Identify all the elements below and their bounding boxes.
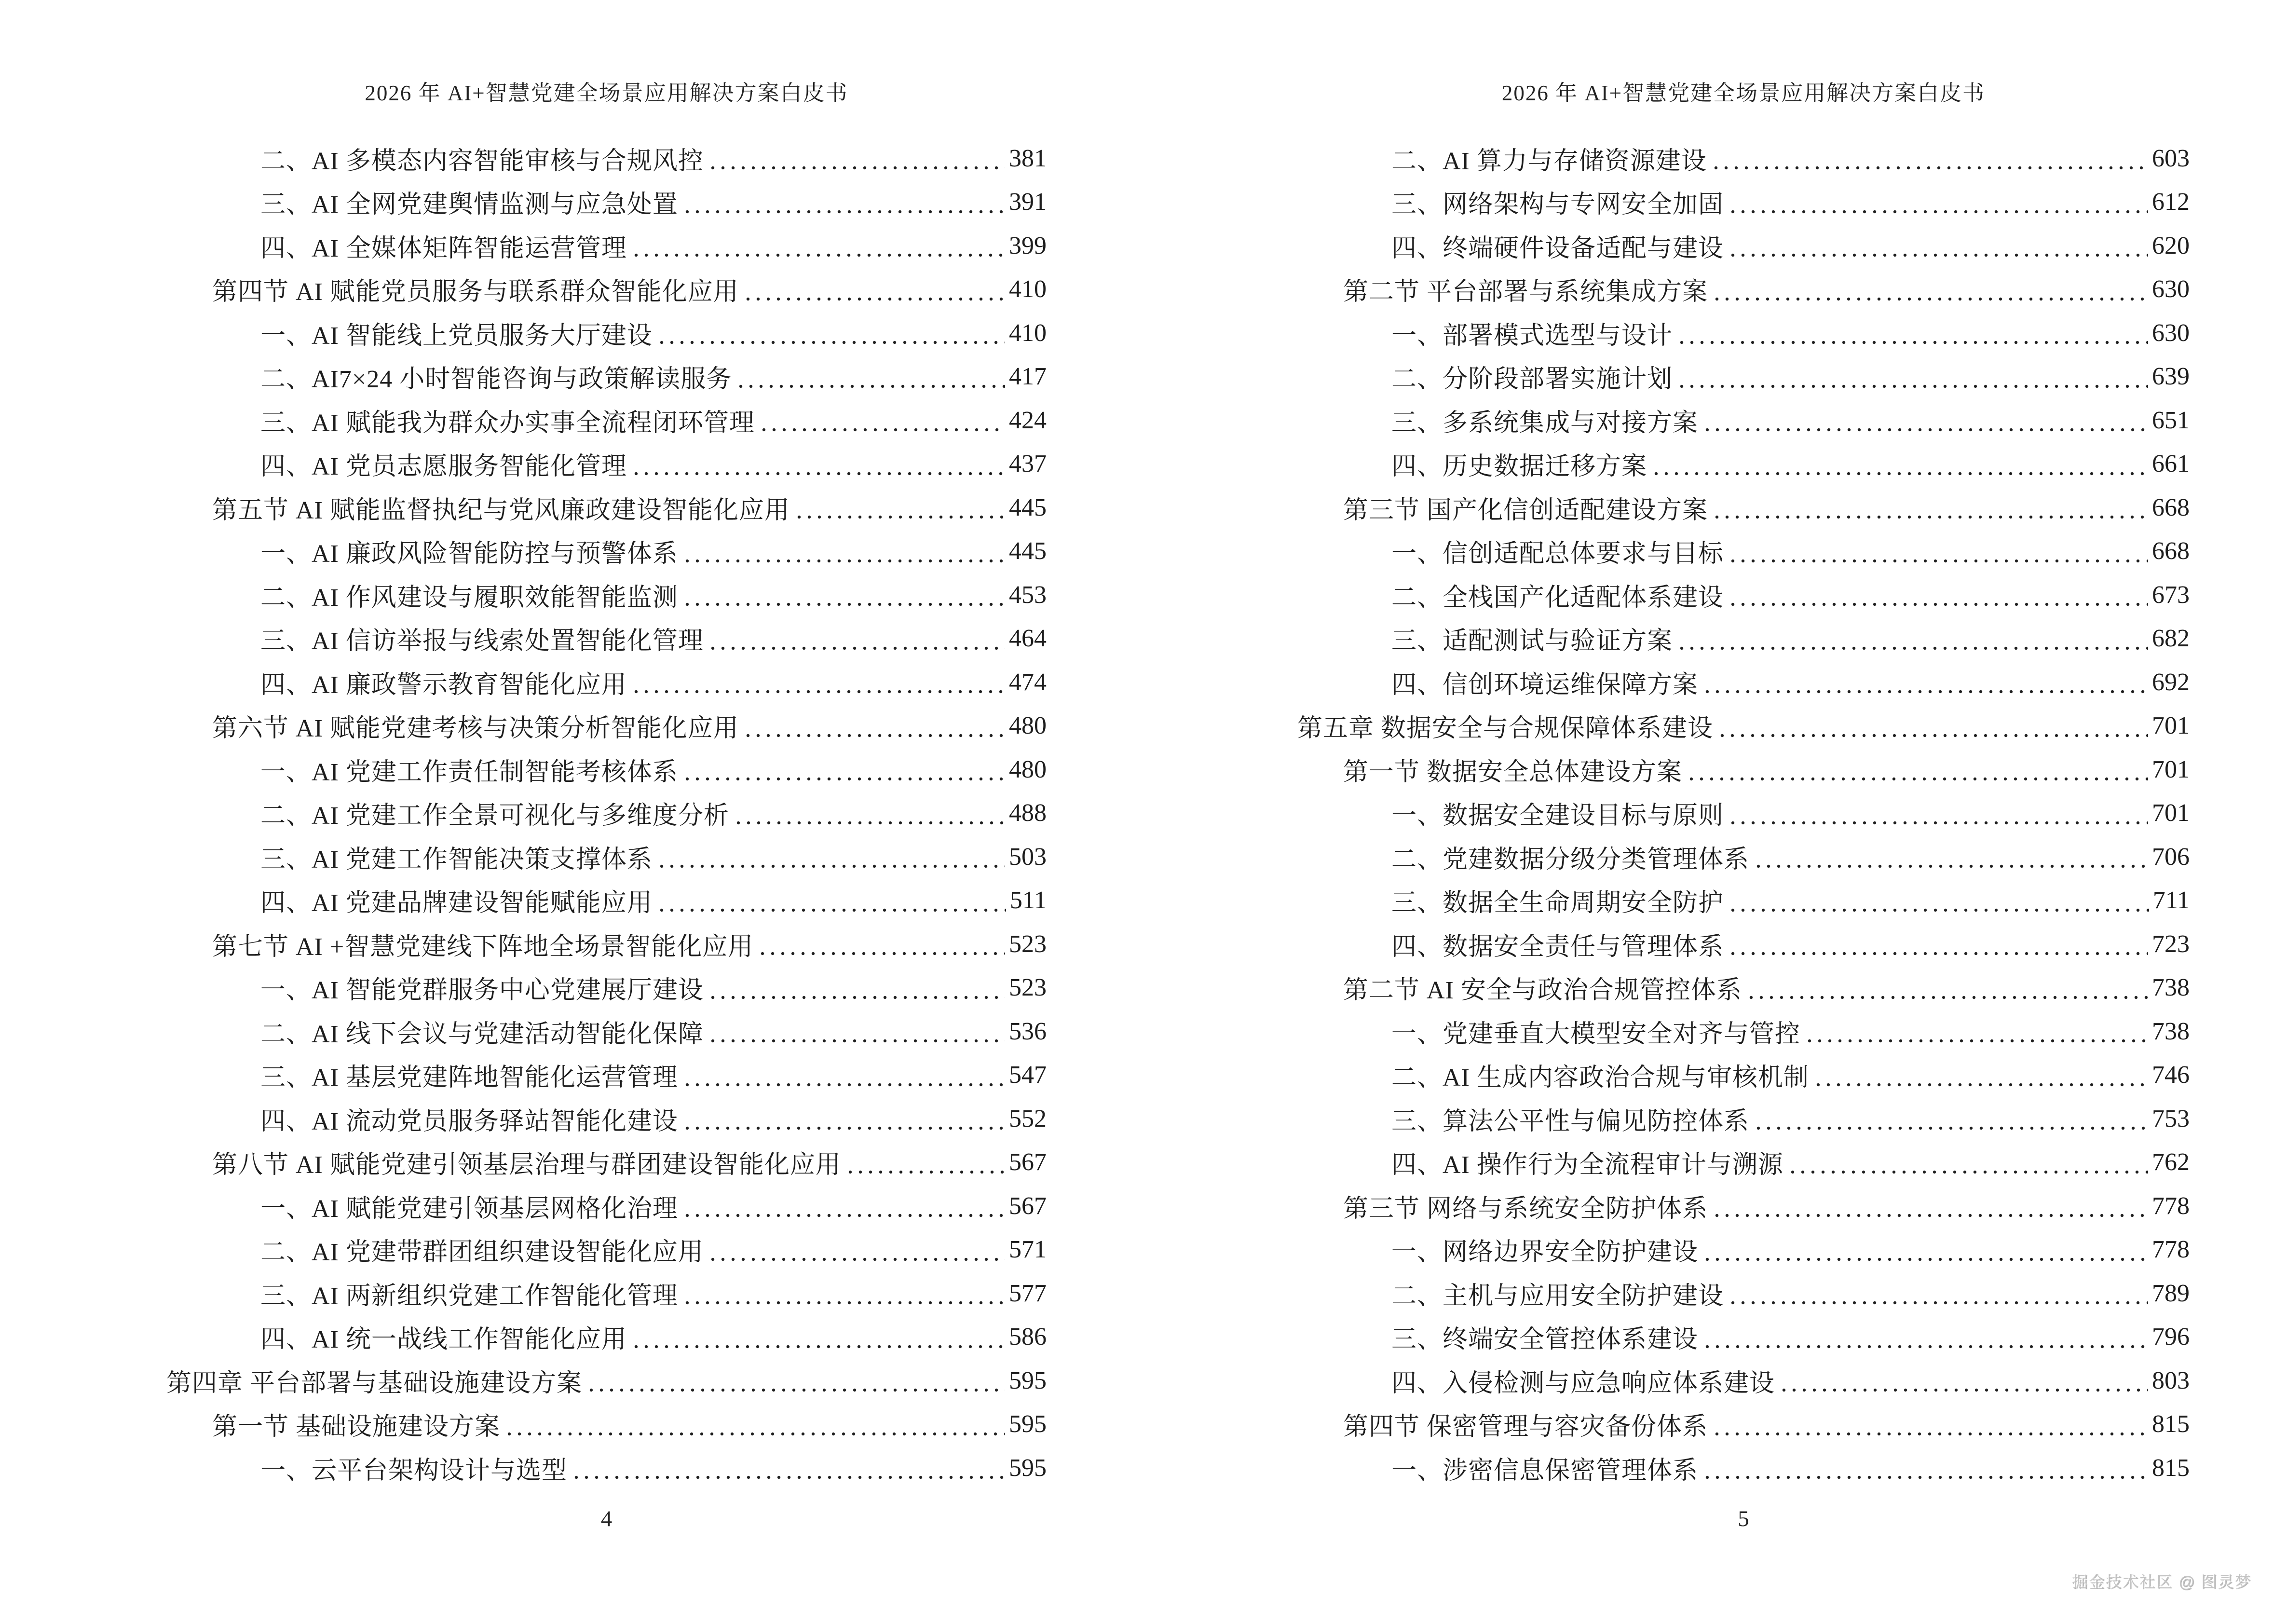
dot-leader bbox=[1756, 1126, 2148, 1131]
toc-entry-title: 一、涉密信息保密管理体系 bbox=[1391, 1457, 1699, 1485]
toc-entry-title: 三、AI 全网党建舆情监测与应急处置 bbox=[260, 191, 678, 219]
toc-entry-title: 一、AI 智能党群服务中心党建展厅建设 bbox=[260, 977, 704, 1005]
dot-leader bbox=[1705, 689, 2148, 694]
toc-entry bbox=[1297, 1141, 2190, 1185]
toc-entry-title: 第五节 AI 赋能监督执纪与党风廉政建设智能化应用 bbox=[212, 496, 790, 524]
toc-entry-page: 523 bbox=[1009, 974, 1047, 1002]
toc-entry bbox=[166, 879, 1047, 923]
toc-entry-title: 三、网络架构与专网安全加固 bbox=[1391, 191, 1724, 219]
dot-leader bbox=[1689, 777, 2148, 781]
dot-leader bbox=[1807, 1038, 2148, 1043]
toc-entry-title: 三、AI 两新组织党建工作智能化管理 bbox=[260, 1282, 678, 1310]
toc-entry-title: 一、党建垂直大模型安全对齐与管控 bbox=[1391, 1020, 1801, 1048]
toc-entry-title: 第八节 AI 赋能党建引领基层治理与群团建设智能化应用 bbox=[212, 1151, 841, 1179]
toc-entry-page: 453 bbox=[1009, 581, 1047, 609]
toc-entry bbox=[166, 1010, 1047, 1053]
toc-entry-title: 四、AI 全媒体矩阵智能运营管理 bbox=[260, 234, 627, 262]
toc-entry-page: 738 bbox=[2152, 1017, 2190, 1045]
dot-leader bbox=[574, 1475, 1005, 1480]
toc-entry bbox=[1297, 1359, 2190, 1403]
toc-entry bbox=[166, 1446, 1047, 1490]
toc-entry bbox=[166, 180, 1047, 224]
toc-entry bbox=[1297, 311, 2190, 355]
toc-entry-page: 639 bbox=[2152, 363, 2190, 391]
toc-entry-title: 三、AI 信访举报与线索处置智能化管理 bbox=[260, 628, 704, 655]
toc-entry-page: 536 bbox=[1009, 1017, 1047, 1045]
dot-leader bbox=[659, 864, 1005, 869]
toc-entry bbox=[1297, 1228, 2190, 1272]
watermark: 掘金技术社区 @ 图灵梦 bbox=[2072, 1573, 2252, 1591]
toc-entry-title: 一、AI 廉政风险智能防控与预警体系 bbox=[260, 540, 678, 568]
dot-leader bbox=[685, 1082, 1005, 1087]
dot-leader bbox=[746, 297, 1005, 301]
toc-entry-title: 二、AI7×24 小时智能咨询与政策解读服务 bbox=[260, 366, 732, 394]
toc-entry-page: 410 bbox=[1009, 319, 1047, 347]
toc-entry bbox=[166, 530, 1047, 573]
toc-entry-page: 815 bbox=[2152, 1410, 2190, 1438]
dot-leader bbox=[1715, 297, 2148, 301]
toc-entry-page: 552 bbox=[1009, 1105, 1047, 1133]
toc-entry-title: 三、多系统集成与对接方案 bbox=[1391, 409, 1699, 437]
toc-entry-page: 789 bbox=[2152, 1279, 2190, 1307]
dot-leader bbox=[1756, 864, 2148, 869]
toc-entry-title: 一、AI 智能线上党员服务大厅建设 bbox=[260, 322, 653, 350]
dot-leader bbox=[507, 1432, 1005, 1436]
dot-leader bbox=[710, 646, 1005, 651]
toc-entry-page: 603 bbox=[2152, 144, 2190, 172]
dot-leader bbox=[762, 427, 1005, 432]
toc-entry-page: 612 bbox=[2152, 188, 2190, 216]
toc-entry-page: 803 bbox=[2152, 1366, 2190, 1394]
toc-entry-page: 723 bbox=[2152, 930, 2190, 958]
toc-entry-title: 四、AI 统一战线工作智能化应用 bbox=[260, 1326, 627, 1354]
toc-entry bbox=[166, 617, 1047, 661]
dot-leader bbox=[1714, 165, 2148, 170]
toc-entry bbox=[1297, 792, 2190, 835]
toc-entry-page: 706 bbox=[2152, 843, 2190, 871]
dot-leader bbox=[1730, 951, 2148, 956]
toc-entry-title: 第四节 AI 赋能党员服务与联系群众智能化应用 bbox=[212, 278, 739, 306]
dot-leader bbox=[1705, 1475, 2148, 1480]
dot-leader bbox=[710, 1257, 1005, 1262]
toc-entry-title: 第四章 平台部署与基础设施建设方案 bbox=[166, 1369, 583, 1397]
dot-leader bbox=[710, 1038, 1005, 1043]
dot-leader bbox=[1715, 1213, 2148, 1218]
dot-leader bbox=[1730, 253, 2148, 258]
toc-entry-title: 一、网络边界安全防护建设 bbox=[1391, 1239, 1699, 1267]
toc-entry-page: 480 bbox=[1009, 755, 1047, 783]
toc-entry-title: 四、历史数据迁移方案 bbox=[1391, 453, 1647, 481]
page-number: 5 bbox=[1738, 1506, 1749, 1531]
toc-entry-page: 746 bbox=[2152, 1061, 2190, 1089]
toc-entry-page: 410 bbox=[1009, 275, 1047, 303]
dot-leader bbox=[760, 951, 1005, 956]
dot-leader bbox=[1730, 209, 2148, 214]
dot-leader bbox=[738, 384, 1005, 389]
dot-leader bbox=[710, 995, 1005, 1000]
toc-entry-title: 二、AI 算力与存储资源建设 bbox=[1391, 147, 1707, 175]
toc-entry-title: 四、AI 操作行为全流程审计与溯源 bbox=[1391, 1151, 1783, 1179]
toc-entry bbox=[166, 573, 1047, 617]
toc-entry-page: 464 bbox=[1009, 625, 1047, 653]
toc-entry bbox=[1297, 1010, 2190, 1053]
toc-entry-page: 595 bbox=[1009, 1366, 1047, 1394]
toc-entry-page: 815 bbox=[2152, 1454, 2190, 1482]
toc-entry-page: 651 bbox=[2152, 406, 2190, 434]
dot-leader bbox=[1730, 559, 2148, 563]
toc-entry-page: 417 bbox=[1009, 363, 1047, 391]
toc-entry-page: 630 bbox=[2152, 319, 2190, 347]
toc-entry-title: 第五章 数据安全与合规保障体系建设 bbox=[1297, 715, 1714, 743]
toc-entry bbox=[166, 792, 1047, 835]
toc-entry-page: 595 bbox=[1009, 1410, 1047, 1438]
toc-entry bbox=[1297, 1184, 2190, 1228]
toc-entry-title: 四、数据安全责任与管理体系 bbox=[1391, 933, 1724, 961]
toc-entry-page: 711 bbox=[2152, 887, 2190, 914]
dot-leader bbox=[1749, 995, 2148, 1000]
toc-entry bbox=[166, 1271, 1047, 1315]
dot-leader bbox=[1705, 427, 2148, 432]
toc-entry bbox=[1297, 136, 2190, 180]
dot-leader bbox=[685, 1126, 1005, 1131]
toc-entry bbox=[1297, 1097, 2190, 1141]
toc-entry-page: 595 bbox=[1009, 1454, 1047, 1482]
dot-leader bbox=[1790, 1170, 2148, 1174]
toc-entry bbox=[166, 922, 1047, 966]
dot-leader bbox=[589, 1388, 1005, 1392]
toc-entry-title: 三、AI 党建工作智能决策支撑体系 bbox=[260, 846, 653, 873]
toc-entry-title: 四、终端硬件设备适配与建设 bbox=[1391, 234, 1724, 262]
toc-entry-page: 701 bbox=[2152, 712, 2190, 740]
toc-entry bbox=[1297, 966, 2190, 1010]
toc-entry-page: 480 bbox=[1009, 712, 1047, 740]
toc-entry-title: 第三节 国产化信创适配建设方案 bbox=[1343, 496, 1708, 524]
toc-entry-title: 三、数据全生命周期安全防护 bbox=[1391, 889, 1724, 917]
toc-entry-page: 701 bbox=[2152, 755, 2190, 783]
toc-entry bbox=[166, 1359, 1047, 1403]
toc-entry bbox=[1297, 530, 2190, 573]
toc-entry-title: 三、终端安全管控体系建设 bbox=[1391, 1326, 1699, 1354]
toc-entry-title: 三、适配测试与验证方案 bbox=[1391, 628, 1673, 655]
toc-entry bbox=[166, 835, 1047, 879]
toc-entry-title: 四、入侵检测与应急响应体系建设 bbox=[1391, 1369, 1775, 1397]
dot-leader bbox=[1730, 602, 2148, 607]
toc-entry bbox=[166, 486, 1047, 530]
toc-entry-page: 630 bbox=[2152, 275, 2190, 303]
toc-entry-page: 511 bbox=[1009, 887, 1047, 914]
toc-entry-title: 第七节 AI +智慧党建线下阵地全场景智能化应用 bbox=[212, 933, 754, 961]
dot-leader bbox=[634, 1344, 1005, 1349]
dot-leader bbox=[1679, 384, 2148, 389]
toc-entry bbox=[166, 136, 1047, 180]
dot-leader bbox=[659, 340, 1005, 345]
toc-entry-page: 661 bbox=[2152, 450, 2190, 478]
toc-entry-page: 474 bbox=[1009, 668, 1047, 696]
toc-entry bbox=[166, 1097, 1047, 1141]
toc-entry-page: 668 bbox=[2152, 537, 2190, 565]
toc-entry-title: 第四节 保密管理与容灾备份体系 bbox=[1343, 1413, 1708, 1441]
toc-entry-page: 503 bbox=[1009, 843, 1047, 871]
toc-entry-title: 二、AI 作风建设与履职效能智能监测 bbox=[260, 584, 678, 612]
toc-entry-page: 567 bbox=[1009, 1192, 1047, 1220]
toc-entry bbox=[1297, 573, 2190, 617]
toc-entry-title: 第六节 AI 赋能党建考核与决策分析智能化应用 bbox=[212, 715, 739, 743]
toc-entry-title: 三、AI 基层党建阵地智能化运营管理 bbox=[260, 1064, 678, 1092]
toc-entry-page: 523 bbox=[1009, 930, 1047, 958]
toc-entry-page: 738 bbox=[2152, 974, 2190, 1002]
toc-entry-title: 二、党建数据分级分类管理体系 bbox=[1391, 846, 1750, 873]
dot-leader bbox=[1715, 1432, 2148, 1436]
toc-list bbox=[1297, 136, 2190, 1490]
toc-entry-title: 二、主机与应用安全防护建设 bbox=[1391, 1282, 1724, 1310]
toc-entry bbox=[1297, 748, 2190, 792]
toc-entry bbox=[1297, 704, 2190, 748]
toc-entry bbox=[1297, 355, 2190, 399]
running-header: 2026 年 AI+智慧党建全场景应用解决方案白皮书 bbox=[365, 81, 848, 105]
dot-leader bbox=[797, 515, 1005, 519]
dot-leader bbox=[685, 602, 1005, 607]
toc-entry-page: 424 bbox=[1009, 406, 1047, 434]
toc-entry-title: 四、AI 党建品牌建设智能赋能应用 bbox=[260, 889, 653, 917]
toc-entry bbox=[166, 268, 1047, 312]
toc-entry-page: 445 bbox=[1009, 537, 1047, 565]
toc-entry bbox=[1297, 617, 2190, 661]
toc-entry-page: 762 bbox=[2152, 1148, 2190, 1176]
dot-leader bbox=[1679, 646, 2148, 651]
toc-entry-title: 一、AI 党建工作责任制智能考核体系 bbox=[260, 758, 678, 786]
toc-entry-page: 682 bbox=[2152, 625, 2190, 653]
toc-page-right bbox=[1297, 0, 2190, 1624]
toc-entry bbox=[1297, 922, 2190, 966]
toc-entry bbox=[166, 748, 1047, 792]
toc-entry bbox=[1297, 1053, 2190, 1097]
toc-entry bbox=[166, 704, 1047, 748]
toc-entry-page: 488 bbox=[1009, 799, 1047, 827]
toc-entry bbox=[1297, 268, 2190, 312]
toc-entry bbox=[166, 1403, 1047, 1447]
toc-entry bbox=[1297, 1446, 2190, 1490]
toc-entry-page: 577 bbox=[1009, 1279, 1047, 1307]
toc-entry-title: 一、数据安全建设目标与原则 bbox=[1391, 802, 1724, 830]
dot-leader bbox=[685, 1213, 1005, 1218]
toc-entry bbox=[166, 311, 1047, 355]
toc-entry bbox=[1297, 224, 2190, 268]
toc-entry-title: 二、分阶段部署实施计划 bbox=[1391, 366, 1673, 394]
toc-entry bbox=[166, 966, 1047, 1010]
dot-leader bbox=[848, 1170, 1005, 1174]
toc-entry-page: 586 bbox=[1009, 1323, 1047, 1351]
toc-entry-title: 二、全栈国产化适配体系建设 bbox=[1391, 584, 1724, 612]
toc-entry bbox=[1297, 660, 2190, 704]
toc-entry-title: 第二节 AI 安全与政治合规管控体系 bbox=[1343, 977, 1742, 1005]
toc-entry bbox=[1297, 879, 2190, 923]
toc-entry-title: 二、AI 生成内容政治合规与审核机制 bbox=[1391, 1064, 1809, 1092]
dot-leader bbox=[1782, 1388, 2148, 1392]
toc-page-left bbox=[166, 0, 1047, 1624]
toc-entry-page: 399 bbox=[1009, 232, 1047, 259]
toc-entry-title: 第一节 数据安全总体建设方案 bbox=[1343, 758, 1683, 786]
toc-entry-page: 673 bbox=[2152, 581, 2190, 609]
dot-leader bbox=[710, 165, 1005, 170]
dot-leader bbox=[634, 253, 1005, 258]
toc-entry bbox=[1297, 486, 2190, 530]
toc-entry-title: 二、AI 线下会议与党建活动智能化保障 bbox=[260, 1020, 704, 1048]
dot-leader bbox=[1816, 1082, 2148, 1087]
dot-leader bbox=[685, 559, 1005, 563]
toc-entry-page: 668 bbox=[2152, 493, 2190, 521]
toc-entry-page: 778 bbox=[2152, 1192, 2190, 1220]
toc-entry-page: 620 bbox=[2152, 232, 2190, 259]
toc-entry bbox=[1297, 398, 2190, 442]
toc-entry-page: 701 bbox=[2152, 799, 2190, 827]
toc-entry-title: 第二节 平台部署与系统集成方案 bbox=[1343, 278, 1708, 306]
toc-entry bbox=[166, 1141, 1047, 1185]
toc-entry-title: 二、AI 党建工作全景可视化与多维度分析 bbox=[260, 802, 729, 830]
toc-entry bbox=[166, 660, 1047, 704]
toc-entry bbox=[166, 398, 1047, 442]
toc-entry-page: 796 bbox=[2152, 1323, 2190, 1351]
toc-entry bbox=[166, 1228, 1047, 1272]
toc-entry bbox=[1297, 180, 2190, 224]
dot-leader bbox=[1679, 340, 2148, 345]
toc-entry bbox=[1297, 1403, 2190, 1447]
toc-entry-title: 二、AI 多模态内容智能审核与合规风控 bbox=[260, 147, 704, 175]
dot-leader bbox=[1730, 908, 2149, 913]
toc-entry bbox=[166, 355, 1047, 399]
toc-entry-page: 391 bbox=[1009, 188, 1047, 216]
toc-entry-page: 571 bbox=[1009, 1236, 1047, 1264]
toc-entry-page: 753 bbox=[2152, 1105, 2190, 1133]
toc-entry bbox=[166, 1053, 1047, 1097]
toc-entry-title: 四、信创环境运维保障方案 bbox=[1391, 671, 1699, 699]
toc-entry-title: 二、AI 党建带群团组织建设智能化应用 bbox=[260, 1239, 704, 1267]
page-number: 4 bbox=[600, 1506, 613, 1531]
dot-leader bbox=[1730, 1300, 2148, 1305]
toc-entry bbox=[166, 224, 1047, 268]
toc-entry-title: 四、AI 流动党员服务驿站智能化建设 bbox=[260, 1107, 678, 1135]
dot-leader bbox=[685, 209, 1005, 214]
toc-entry-title: 四、AI 党员志愿服务智能化管理 bbox=[260, 453, 627, 481]
toc-entry-page: 778 bbox=[2152, 1236, 2190, 1264]
toc-entry bbox=[1297, 1271, 2190, 1315]
toc-entry-page: 445 bbox=[1009, 493, 1047, 521]
dot-leader bbox=[736, 820, 1005, 825]
dot-leader bbox=[685, 777, 1005, 781]
dot-leader bbox=[1730, 820, 2148, 825]
toc-entry bbox=[166, 1315, 1047, 1359]
toc-entry-page: 437 bbox=[1009, 450, 1047, 478]
dot-leader bbox=[1654, 471, 2148, 476]
dot-leader bbox=[1715, 515, 2148, 519]
toc-entry-page: 547 bbox=[1009, 1061, 1047, 1089]
dot-leader bbox=[659, 908, 1006, 913]
toc-entry bbox=[1297, 442, 2190, 486]
running-header: 2026 年 AI+智慧党建全场景应用解决方案白皮书 bbox=[1501, 81, 1986, 105]
dot-leader bbox=[1720, 733, 2148, 738]
toc-entry-title: 三、算法公平性与偏见防控体系 bbox=[1391, 1107, 1750, 1135]
toc-entry bbox=[1297, 835, 2190, 879]
toc-entry-page: 692 bbox=[2152, 668, 2190, 696]
toc-entry-page: 381 bbox=[1009, 144, 1047, 172]
toc-entry bbox=[166, 442, 1047, 486]
dot-leader bbox=[685, 1300, 1005, 1305]
toc-entry-title: 一、云平台架构设计与选型 bbox=[260, 1457, 568, 1485]
toc-entry-title: 第三节 网络与系统安全防护体系 bbox=[1343, 1195, 1708, 1223]
dot-leader bbox=[1705, 1257, 2148, 1262]
dot-leader bbox=[1705, 1344, 2148, 1349]
toc-entry-page: 567 bbox=[1009, 1148, 1047, 1176]
toc-entry-title: 一、部署模式选型与设计 bbox=[1391, 322, 1673, 350]
toc-entry bbox=[1297, 1315, 2190, 1359]
toc-entry bbox=[166, 1184, 1047, 1228]
dot-leader bbox=[634, 689, 1005, 694]
toc-entry-title: 一、AI 赋能党建引领基层网格化治理 bbox=[260, 1195, 678, 1223]
toc-list bbox=[166, 136, 1047, 1490]
toc-entry-title: 一、信创适配总体要求与目标 bbox=[1391, 540, 1724, 568]
toc-entry-title: 四、AI 廉政警示教育智能化应用 bbox=[260, 671, 627, 699]
dot-leader bbox=[746, 733, 1005, 738]
toc-entry-title: 三、AI 赋能我为群众办实事全流程闭环管理 bbox=[260, 409, 755, 437]
toc-entry-title: 第一节 基础设施建设方案 bbox=[212, 1413, 501, 1441]
dot-leader bbox=[634, 471, 1005, 476]
